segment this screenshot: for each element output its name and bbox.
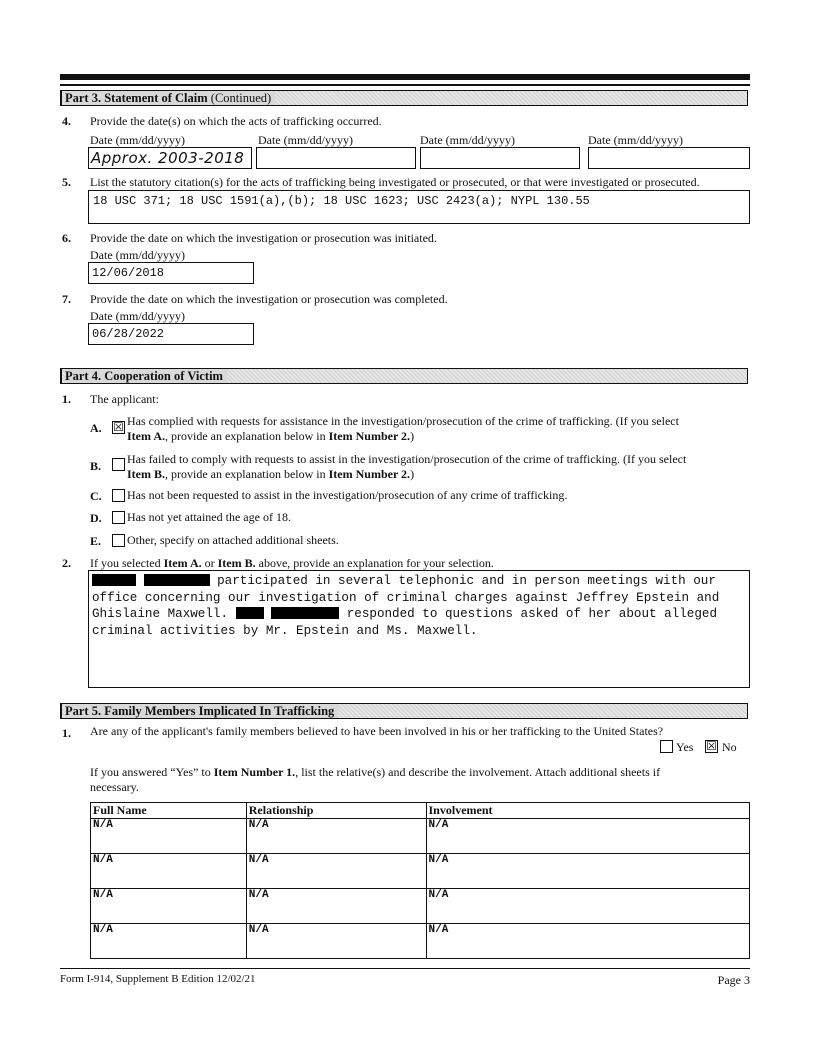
q4-date-label-3: Date (mm/dd/yyyy) <box>420 133 515 147</box>
option-b-text: Has failed to comply with requests to assist in the investigation/prosecution of the crime of trafficking. (If you select Item B., provide an explanation below in Item Number 2.) <box>127 452 687 481</box>
no-checkbox[interactable]: ☒ <box>706 739 717 753</box>
relationship-cell[interactable]: N/A <box>246 889 426 924</box>
part5-header <box>60 703 748 719</box>
yes-label: Yes <box>676 740 694 754</box>
full-name-cell[interactable]: N/A <box>91 924 247 959</box>
involvement-cell[interactable]: N/A <box>426 854 749 889</box>
no-label: No <box>722 740 737 754</box>
family-members-table <box>90 802 750 959</box>
option-d-text: Has not yet attained the age of 18. <box>127 510 291 524</box>
q4-date-field-2[interactable] <box>256 147 416 169</box>
redaction-block <box>92 574 136 586</box>
footer-rule <box>60 968 750 969</box>
option-a-checkbox[interactable]: ☒ <box>113 420 124 434</box>
q6-number: 6. <box>62 231 71 245</box>
table-header-row <box>91 803 750 819</box>
option-e-letter: E. <box>90 534 102 548</box>
q6-date-label: Date (mm/dd/yyyy) <box>90 248 185 262</box>
col-involvement: Involvement <box>426 803 749 819</box>
option-e-checkbox[interactable] <box>112 534 125 547</box>
option-d-letter: D. <box>90 511 102 525</box>
top-rule <box>60 74 750 80</box>
table-row <box>91 889 750 924</box>
explanation-field[interactable]: participated in several telephonic and in person meetings with our office concerning our investigation of criminal charges against Jeffrey Epstein and Ghislaine Maxwell. responded to questions asked of her about alleged criminal activities by Mr. Epstein and Ms. Maxwell. <box>88 570 750 688</box>
q6-text: Provide the date on which the investigation or prosecution was initiated. <box>90 231 437 245</box>
part4-q1-text: The applicant: <box>90 392 159 406</box>
col-relationship: Relationship <box>246 803 426 819</box>
part5-title: Part 5. Family Members Implicated In Trafficking <box>65 704 338 718</box>
option-c-checkbox[interactable] <box>112 489 125 502</box>
q4-text: Provide the date(s) on which the acts of trafficking occurred. <box>90 114 382 128</box>
q4-date-label-1: Date (mm/dd/yyyy) <box>90 133 185 147</box>
part5-q1-number: 1. <box>62 726 71 740</box>
q4-date-field-1[interactable]: Approx. 2003-2018 <box>88 147 252 169</box>
top-rule-thin <box>60 84 750 86</box>
col-full-name: Full Name <box>91 803 247 819</box>
part5-q1-text: Are any of the applicant's family members believed to have been involved in his or her trafficking to the United States? <box>90 724 664 738</box>
q6-date-field[interactable]: 12/06/2018 <box>88 262 254 284</box>
option-d-checkbox[interactable] <box>112 511 125 524</box>
part4-q2-text: If you selected Item A. or Item B. above, provide an explanation for your selection. <box>90 556 494 570</box>
relationship-cell[interactable]: N/A <box>246 924 426 959</box>
q4-date-field-3[interactable] <box>420 147 580 169</box>
part3-header <box>60 90 748 106</box>
part5-instructions-line2: necessary. <box>90 780 139 794</box>
q4-number: 4. <box>62 114 71 128</box>
redaction-block <box>271 607 339 619</box>
q7-date-label: Date (mm/dd/yyyy) <box>90 309 185 323</box>
form-edition: Form I-914, Supplement B Edition 12/02/21 <box>60 973 256 985</box>
table-row <box>91 854 750 889</box>
involvement-cell[interactable]: N/A <box>426 924 749 959</box>
page-number: Page 3 <box>717 973 750 987</box>
full-name-cell[interactable]: N/A <box>91 889 247 924</box>
q5-number: 5. <box>62 175 71 189</box>
option-c-letter: C. <box>90 489 102 503</box>
full-name-cell[interactable]: N/A <box>91 854 247 889</box>
part4-q1-number: 1. <box>62 392 71 406</box>
part4-title: Part 4. Cooperation of Victim <box>65 369 227 383</box>
option-a-text: Has complied with requests for assistance in the investigation/prosecution of the crime of trafficking. (If you select Item A., provide an explanation below in Item Number 2.) <box>127 414 679 443</box>
relationship-cell[interactable]: N/A <box>246 854 426 889</box>
part5-instructions: If you answered “Yes” to Item Number 1., list the relative(s) and describe the involvement. Attach additional sheets if <box>90 765 661 779</box>
involvement-cell[interactable]: N/A <box>426 889 749 924</box>
q5-citation-field[interactable]: 18 USC 371; 18 USC 1591(a),(b); 18 USC 1623; USC 2423(a); NYPL 130.55 <box>88 190 750 224</box>
option-b-letter: B. <box>90 459 102 473</box>
table-row <box>91 924 750 959</box>
q7-text: Provide the date on which the investigation or prosecution was completed. <box>90 292 448 306</box>
option-a-letter: A. <box>90 421 102 435</box>
relationship-cell[interactable]: N/A <box>246 819 426 854</box>
yes-checkbox[interactable] <box>660 740 673 753</box>
q5-text: List the statutory citation(s) for the acts of trafficking being investigated or prosecuted, or that were investigated or prosecuted. <box>90 175 700 189</box>
full-name-cell[interactable]: N/A <box>91 819 247 854</box>
part4-header <box>60 368 748 384</box>
q4-date-label-2: Date (mm/dd/yyyy) <box>258 133 353 147</box>
involvement-cell[interactable]: N/A <box>426 819 749 854</box>
part3-title: Part 3. Statement of Claim (Continued) <box>65 91 275 105</box>
q7-date-field[interactable]: 06/28/2022 <box>88 323 254 345</box>
redaction-block <box>144 574 210 586</box>
redaction-block <box>236 607 264 619</box>
option-b-checkbox[interactable] <box>112 458 125 471</box>
q4-date-field-4[interactable] <box>588 147 750 169</box>
part4-q2-number: 2. <box>62 556 71 570</box>
q4-date-label-4: Date (mm/dd/yyyy) <box>588 133 683 147</box>
table-row <box>91 819 750 854</box>
q7-number: 7. <box>62 292 71 306</box>
option-e-text: Other, specify on attached additional sheets. <box>127 533 339 547</box>
option-c-text: Has not been requested to assist in the investigation/prosecution of any crime of trafficking. <box>127 488 568 502</box>
